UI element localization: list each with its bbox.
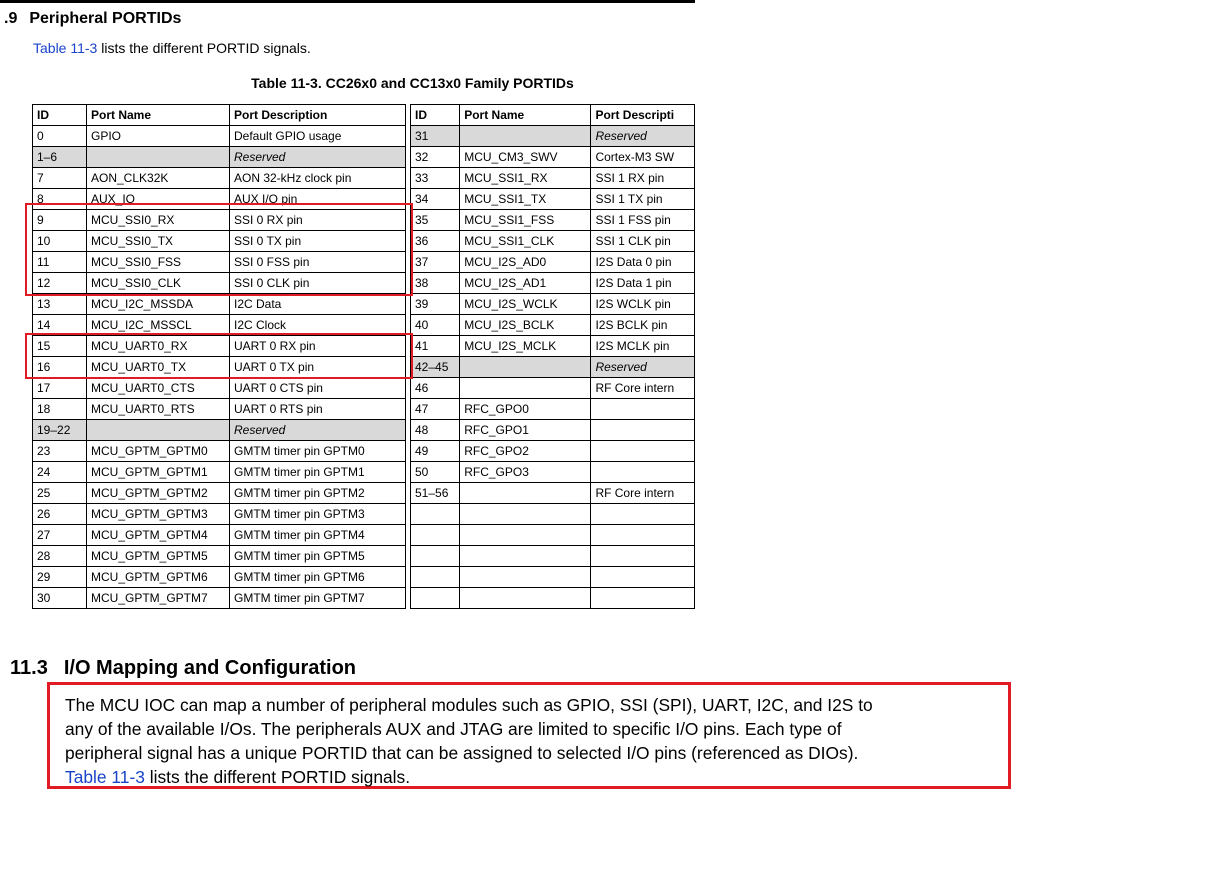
cell-port-description — [591, 546, 695, 567]
cell-port-description: AON 32-kHz clock pin — [230, 168, 406, 189]
cell-id: 36 — [411, 231, 460, 252]
cell-port-description: GMTM timer pin GPTM4 — [230, 525, 406, 546]
cell-port-description: I2S Data 1 pin — [591, 273, 695, 294]
table-header-row — [33, 105, 406, 126]
table-caption: Table 11-3. CC26x0 and CC13x0 Family PORTIDs — [251, 75, 574, 91]
column-header-id: ID — [33, 105, 87, 126]
cell-port-description: UART 0 CTS pin — [230, 378, 406, 399]
cell-port-description: SSI 1 TX pin — [591, 189, 695, 210]
table-row — [33, 399, 406, 420]
table-row — [411, 588, 695, 609]
paragraph-line-1: The MCU IOC can map a number of peripheral modules such as GPIO, SSI (SPI), UART, I2C, and I2S to — [65, 695, 873, 715]
table-row — [411, 231, 695, 252]
paragraph-line-2: any of the available I/Os. The peripherals AUX and JTAG are limited to specific I/O pins. Each type of — [65, 719, 842, 739]
table-row — [411, 252, 695, 273]
cell-port-description: SSI 0 CLK pin — [230, 273, 406, 294]
snippet-intro — [33, 40, 311, 56]
column-header-port-name: Port Name — [460, 105, 591, 126]
cell-port-name: MCU_I2S_AD0 — [460, 252, 591, 273]
table-row — [411, 525, 695, 546]
cell-port-description: GMTM timer pin GPTM2 — [230, 483, 406, 504]
cell-port-name: AON_CLK32K — [87, 168, 230, 189]
cell-id: 12 — [33, 273, 87, 294]
table-row — [411, 210, 695, 231]
cell-port-name: MCU_GPTM_GPTM4 — [87, 525, 230, 546]
cell-port-description: Cortex-M3 SW — [591, 147, 695, 168]
cell-port-name — [460, 525, 591, 546]
section-title: I/O Mapping and Configuration — [63, 657, 357, 679]
cell-id: 26 — [33, 504, 87, 525]
cell-port-name: RFC_GPO1 — [460, 420, 591, 441]
cell-port-description: SSI 0 FSS pin — [230, 252, 406, 273]
snippet-intro-text: lists the different PORTID signals. — [97, 40, 311, 56]
cell-port-description: Reserved — [591, 126, 695, 147]
cell-port-name: MCU_GPTM_GPTM6 — [87, 567, 230, 588]
portid-table-right — [410, 104, 695, 609]
cell-id — [411, 567, 460, 588]
cell-id: 8 — [33, 189, 87, 210]
table-row — [33, 546, 406, 567]
cell-port-name: MCU_SSI0_TX — [87, 231, 230, 252]
cell-id: 33 — [411, 168, 460, 189]
cell-port-description — [591, 399, 695, 420]
cell-port-name: AUX_IO — [87, 189, 230, 210]
top-rule — [0, 0, 695, 3]
cell-port-description — [591, 504, 695, 525]
cell-port-description: UART 0 RTS pin — [230, 399, 406, 420]
table-row — [411, 504, 695, 525]
cell-port-name: MCU_SSI1_FSS — [460, 210, 591, 231]
cell-port-name: MCU_GPTM_GPTM2 — [87, 483, 230, 504]
cell-port-description: Reserved — [230, 147, 406, 168]
cell-port-name — [460, 567, 591, 588]
cell-port-description: SSI 0 TX pin — [230, 231, 406, 252]
table-row — [33, 567, 406, 588]
table-row — [411, 147, 695, 168]
cell-port-name: MCU_SSI0_FSS — [87, 252, 230, 273]
cell-id: 11 — [33, 252, 87, 273]
cell-port-name: MCU_UART0_CTS — [87, 378, 230, 399]
cell-id: 47 — [411, 399, 460, 420]
cell-port-description: I2C Clock — [230, 315, 406, 336]
cell-id: 30 — [33, 588, 87, 609]
cell-id: 1–6 — [33, 147, 87, 168]
table-row — [33, 168, 406, 189]
table-row — [411, 462, 695, 483]
table-row — [411, 336, 695, 357]
cell-id: 32 — [411, 147, 460, 168]
cell-port-name — [460, 357, 591, 378]
table-row — [411, 168, 695, 189]
cell-port-description: SSI 1 RX pin — [591, 168, 695, 189]
cell-id: 17 — [33, 378, 87, 399]
cell-port-description — [591, 567, 695, 588]
cell-port-name: MCU_SSI1_CLK — [460, 231, 591, 252]
cell-id: 19–22 — [33, 420, 87, 441]
cell-port-description: GMTM timer pin GPTM0 — [230, 441, 406, 462]
cell-port-name: MCU_I2C_MSSDA — [87, 294, 230, 315]
section-heading — [10, 657, 356, 680]
table-row — [33, 441, 406, 462]
column-header-port-description: Port Descripti — [591, 105, 695, 126]
table-row — [411, 567, 695, 588]
cell-id — [411, 588, 460, 609]
cell-port-name — [460, 504, 591, 525]
table-header-row — [411, 105, 695, 126]
table-row — [411, 189, 695, 210]
cell-port-description: I2C Data — [230, 294, 406, 315]
cell-port-description: GMTM timer pin GPTM7 — [230, 588, 406, 609]
cell-id: 41 — [411, 336, 460, 357]
cell-port-name: MCU_SSI0_RX — [87, 210, 230, 231]
cell-port-name: MCU_I2S_AD1 — [460, 273, 591, 294]
cell-id: 42–45 — [411, 357, 460, 378]
cell-id: 0 — [33, 126, 87, 147]
table-row — [411, 546, 695, 567]
cell-id: 13 — [33, 294, 87, 315]
table-row — [411, 357, 695, 378]
cell-port-name: MCU_I2S_MCLK — [460, 336, 591, 357]
cell-port-name: MCU_SSI0_CLK — [87, 273, 230, 294]
cell-port-description: I2S MCLK pin — [591, 336, 695, 357]
cell-port-description: Reserved — [230, 420, 406, 441]
table-row — [33, 483, 406, 504]
cell-id — [411, 504, 460, 525]
cell-port-name — [87, 420, 230, 441]
cell-id: 37 — [411, 252, 460, 273]
cell-port-name: RFC_GPO0 — [460, 399, 591, 420]
cell-id: 46 — [411, 378, 460, 399]
cell-id — [411, 525, 460, 546]
section-number: 11.3 — [10, 657, 48, 679]
table-row — [411, 273, 695, 294]
cell-port-description: SSI 0 RX pin — [230, 210, 406, 231]
cell-port-name: MCU_GPTM_GPTM7 — [87, 588, 230, 609]
cell-port-name — [460, 483, 591, 504]
cell-port-name: MCU_I2S_WCLK — [460, 294, 591, 315]
cell-port-description — [591, 588, 695, 609]
cell-id: 10 — [33, 231, 87, 252]
cell-port-description: I2S BCLK pin — [591, 315, 695, 336]
cell-port-description — [591, 420, 695, 441]
cell-id: 49 — [411, 441, 460, 462]
cell-id: 48 — [411, 420, 460, 441]
highlight-ssi0-rows — [25, 203, 413, 296]
cell-id: 16 — [33, 357, 87, 378]
table-row — [411, 126, 695, 147]
cell-id: 9 — [33, 210, 87, 231]
column-header-port-description: Port Description — [230, 105, 406, 126]
cell-port-description: I2S Data 0 pin — [591, 252, 695, 273]
cell-id: 39 — [411, 294, 460, 315]
cell-id: 25 — [33, 483, 87, 504]
cell-port-description: GMTM timer pin GPTM3 — [230, 504, 406, 525]
cell-port-name: MCU_GPTM_GPTM0 — [87, 441, 230, 462]
cell-port-name: MCU_GPTM_GPTM5 — [87, 546, 230, 567]
table-row — [411, 315, 695, 336]
cell-port-description: GMTM timer pin GPTM6 — [230, 567, 406, 588]
cell-port-name — [460, 378, 591, 399]
column-header-id: ID — [411, 105, 460, 126]
cell-port-name — [460, 126, 591, 147]
snippet-heading-number: .9 — [4, 10, 18, 27]
table-row — [33, 294, 406, 315]
table-row — [33, 378, 406, 399]
cell-port-description — [591, 441, 695, 462]
cell-port-description: GMTM timer pin GPTM1 — [230, 462, 406, 483]
cell-port-name: MCU_UART0_RX — [87, 336, 230, 357]
column-header-port-name: Port Name — [87, 105, 230, 126]
cell-id: 27 — [33, 525, 87, 546]
cell-port-name: MCU_I2C_MSSCL — [87, 315, 230, 336]
cell-id: 40 — [411, 315, 460, 336]
cell-id: 15 — [33, 336, 87, 357]
cell-id: 28 — [33, 546, 87, 567]
cell-id: 31 — [411, 126, 460, 147]
cell-port-name: MCU_CM3_SWV — [460, 147, 591, 168]
paragraph-line-3: peripheral signal has a unique PORTID that can be assigned to selected I/O pins (referenced as DIOs). — [65, 743, 859, 763]
cell-id: 50 — [411, 462, 460, 483]
cell-port-description: I2S WCLK pin — [591, 294, 695, 315]
cell-port-name: RFC_GPO3 — [460, 462, 591, 483]
highlight-uart0-rows — [25, 333, 413, 379]
table-row — [33, 147, 406, 168]
cell-id: 29 — [33, 567, 87, 588]
table-row — [33, 588, 406, 609]
cell-port-name: RFC_GPO2 — [460, 441, 591, 462]
table-row — [411, 420, 695, 441]
cell-port-name: MCU_I2S_BCLK — [460, 315, 591, 336]
cell-port-name — [87, 147, 230, 168]
table-row — [411, 441, 695, 462]
snippet-heading — [4, 10, 181, 28]
cell-port-name: MCU_SSI1_RX — [460, 168, 591, 189]
cell-id: 18 — [33, 399, 87, 420]
table-row — [33, 525, 406, 546]
cell-port-description: UART 0 TX pin — [230, 357, 406, 378]
cell-port-name: MCU_GPTM_GPTM1 — [87, 462, 230, 483]
table-row — [411, 378, 695, 399]
cell-port-name: GPIO — [87, 126, 230, 147]
cell-port-description: Default GPIO usage — [230, 126, 406, 147]
table-reference-link[interactable]: Table 11-3 — [65, 767, 145, 787]
cell-port-description: SSI 1 FSS pin — [591, 210, 695, 231]
cell-port-description — [591, 525, 695, 546]
table-row — [411, 399, 695, 420]
cell-port-description: AUX I/O pin — [230, 189, 406, 210]
cell-id — [411, 546, 460, 567]
paragraph-line-4 — [65, 765, 1005, 789]
table-row — [33, 126, 406, 147]
cell-id: 7 — [33, 168, 87, 189]
cell-port-name: MCU_GPTM_GPTM3 — [87, 504, 230, 525]
table-row — [411, 483, 695, 504]
cell-id: 34 — [411, 189, 460, 210]
cell-port-name: MCU_SSI1_TX — [460, 189, 591, 210]
section-paragraph — [65, 693, 1005, 789]
cell-port-description: Reserved — [591, 357, 695, 378]
cell-id: 38 — [411, 273, 460, 294]
snippet-heading-title: Peripheral PORTIDs — [29, 10, 182, 27]
cell-port-description: GMTM timer pin GPTM5 — [230, 546, 406, 567]
cell-port-name — [460, 588, 591, 609]
cell-port-name: MCU_UART0_RTS — [87, 399, 230, 420]
cell-id: 23 — [33, 441, 87, 462]
cell-port-name: MCU_UART0_TX — [87, 357, 230, 378]
cell-port-description: RF Core intern — [591, 378, 695, 399]
cell-port-description: RF Core intern — [591, 483, 695, 504]
cell-id: 24 — [33, 462, 87, 483]
cell-id: 14 — [33, 315, 87, 336]
cell-id: 51–56 — [411, 483, 460, 504]
cell-port-description: UART 0 RX pin — [230, 336, 406, 357]
cell-port-name — [460, 546, 591, 567]
cell-id: 35 — [411, 210, 460, 231]
cell-port-description: SSI 1 CLK pin — [591, 231, 695, 252]
paragraph-line-4-text: lists the different PORTID signals. — [144, 767, 411, 787]
document-snippet — [0, 0, 695, 640]
table-row — [33, 420, 406, 441]
table-row — [33, 504, 406, 525]
table-row — [411, 294, 695, 315]
table-reference-link[interactable]: Table 11-3 — [33, 40, 98, 56]
table-row — [33, 462, 406, 483]
cell-port-description — [591, 462, 695, 483]
